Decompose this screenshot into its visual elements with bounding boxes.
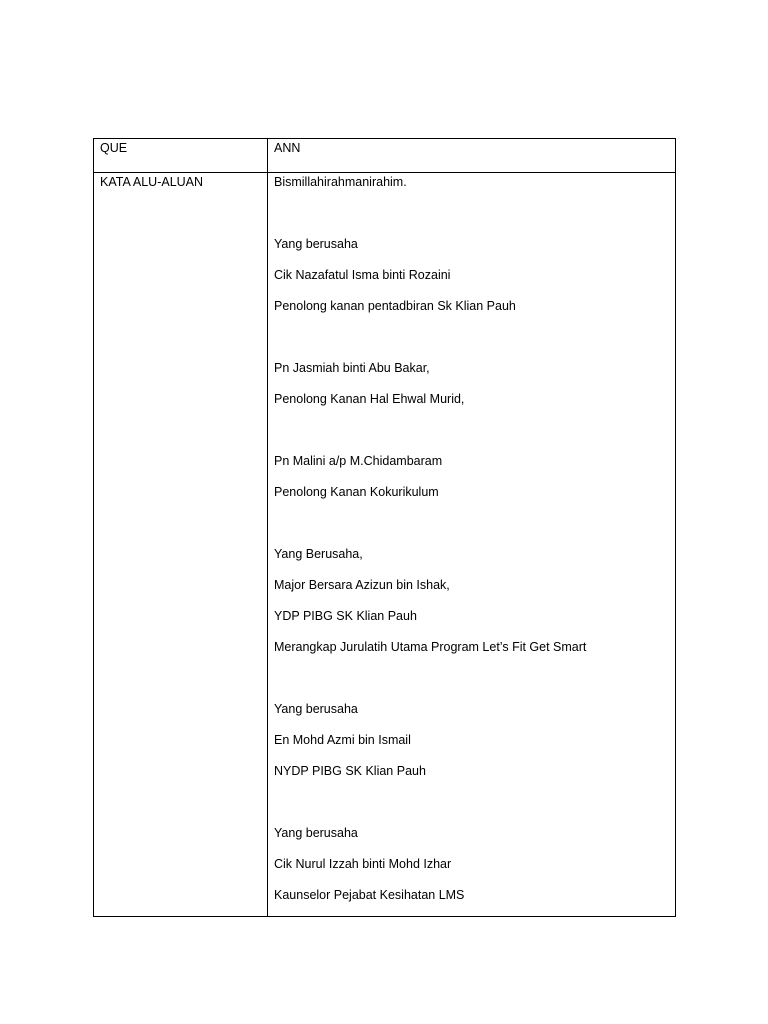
table-header-row [94, 139, 676, 173]
ann-line: Cik Nazafatul Isma binti Rozaini [274, 268, 451, 282]
ann-line: Yang berusaha [274, 826, 358, 840]
header-que-cell: QUE [94, 139, 268, 173]
ann-line: Pn Jasmiah binti Abu Bakar, [274, 361, 430, 375]
ann-line: Kaunselor Pejabat Kesihatan LMS [274, 888, 465, 902]
que-cell: KATA ALU-ALUAN [94, 173, 268, 917]
ann-line [274, 330, 669, 361]
ann-line: Penolong Kanan Hal Ehwal Murid, [274, 392, 465, 406]
ann-line [274, 206, 669, 237]
ann-line: Yang berusaha [274, 702, 358, 716]
document-table [93, 138, 676, 917]
ann-line: En Mohd Azmi bin Ismail [274, 733, 411, 747]
table-row [94, 173, 676, 917]
ann-cell [268, 173, 676, 917]
ann-line: Cik Nurul Izzah binti Mohd Izhar [274, 857, 452, 871]
header-ann-cell: ANN [268, 139, 676, 173]
ann-line [274, 423, 669, 454]
ann-line [274, 795, 669, 826]
ann-line: Penolong kanan pentadbiran Sk Klian Pauh [274, 299, 516, 313]
ann-line: NYDP PIBG SK Klian Pauh [274, 764, 426, 778]
ann-line: Yang berusaha [274, 237, 358, 251]
ann-line [274, 516, 669, 547]
ann-line [274, 671, 669, 702]
ann-line: Bismillahirahmanirahim. [274, 175, 407, 189]
ann-line: Penolong Kanan Kokurikulum [274, 485, 439, 499]
ann-line: Yang Berusaha, [274, 547, 363, 561]
ann-line: YDP PIBG SK Klian Pauh [274, 609, 417, 623]
ann-line: Major Bersara Azizun bin Ishak, [274, 578, 450, 592]
ann-line: Pn Malini a/p M.Chidambaram [274, 454, 443, 468]
ann-line: Merangkap Jurulatih Utama Program Let’s Fit Get Smart [274, 640, 587, 654]
